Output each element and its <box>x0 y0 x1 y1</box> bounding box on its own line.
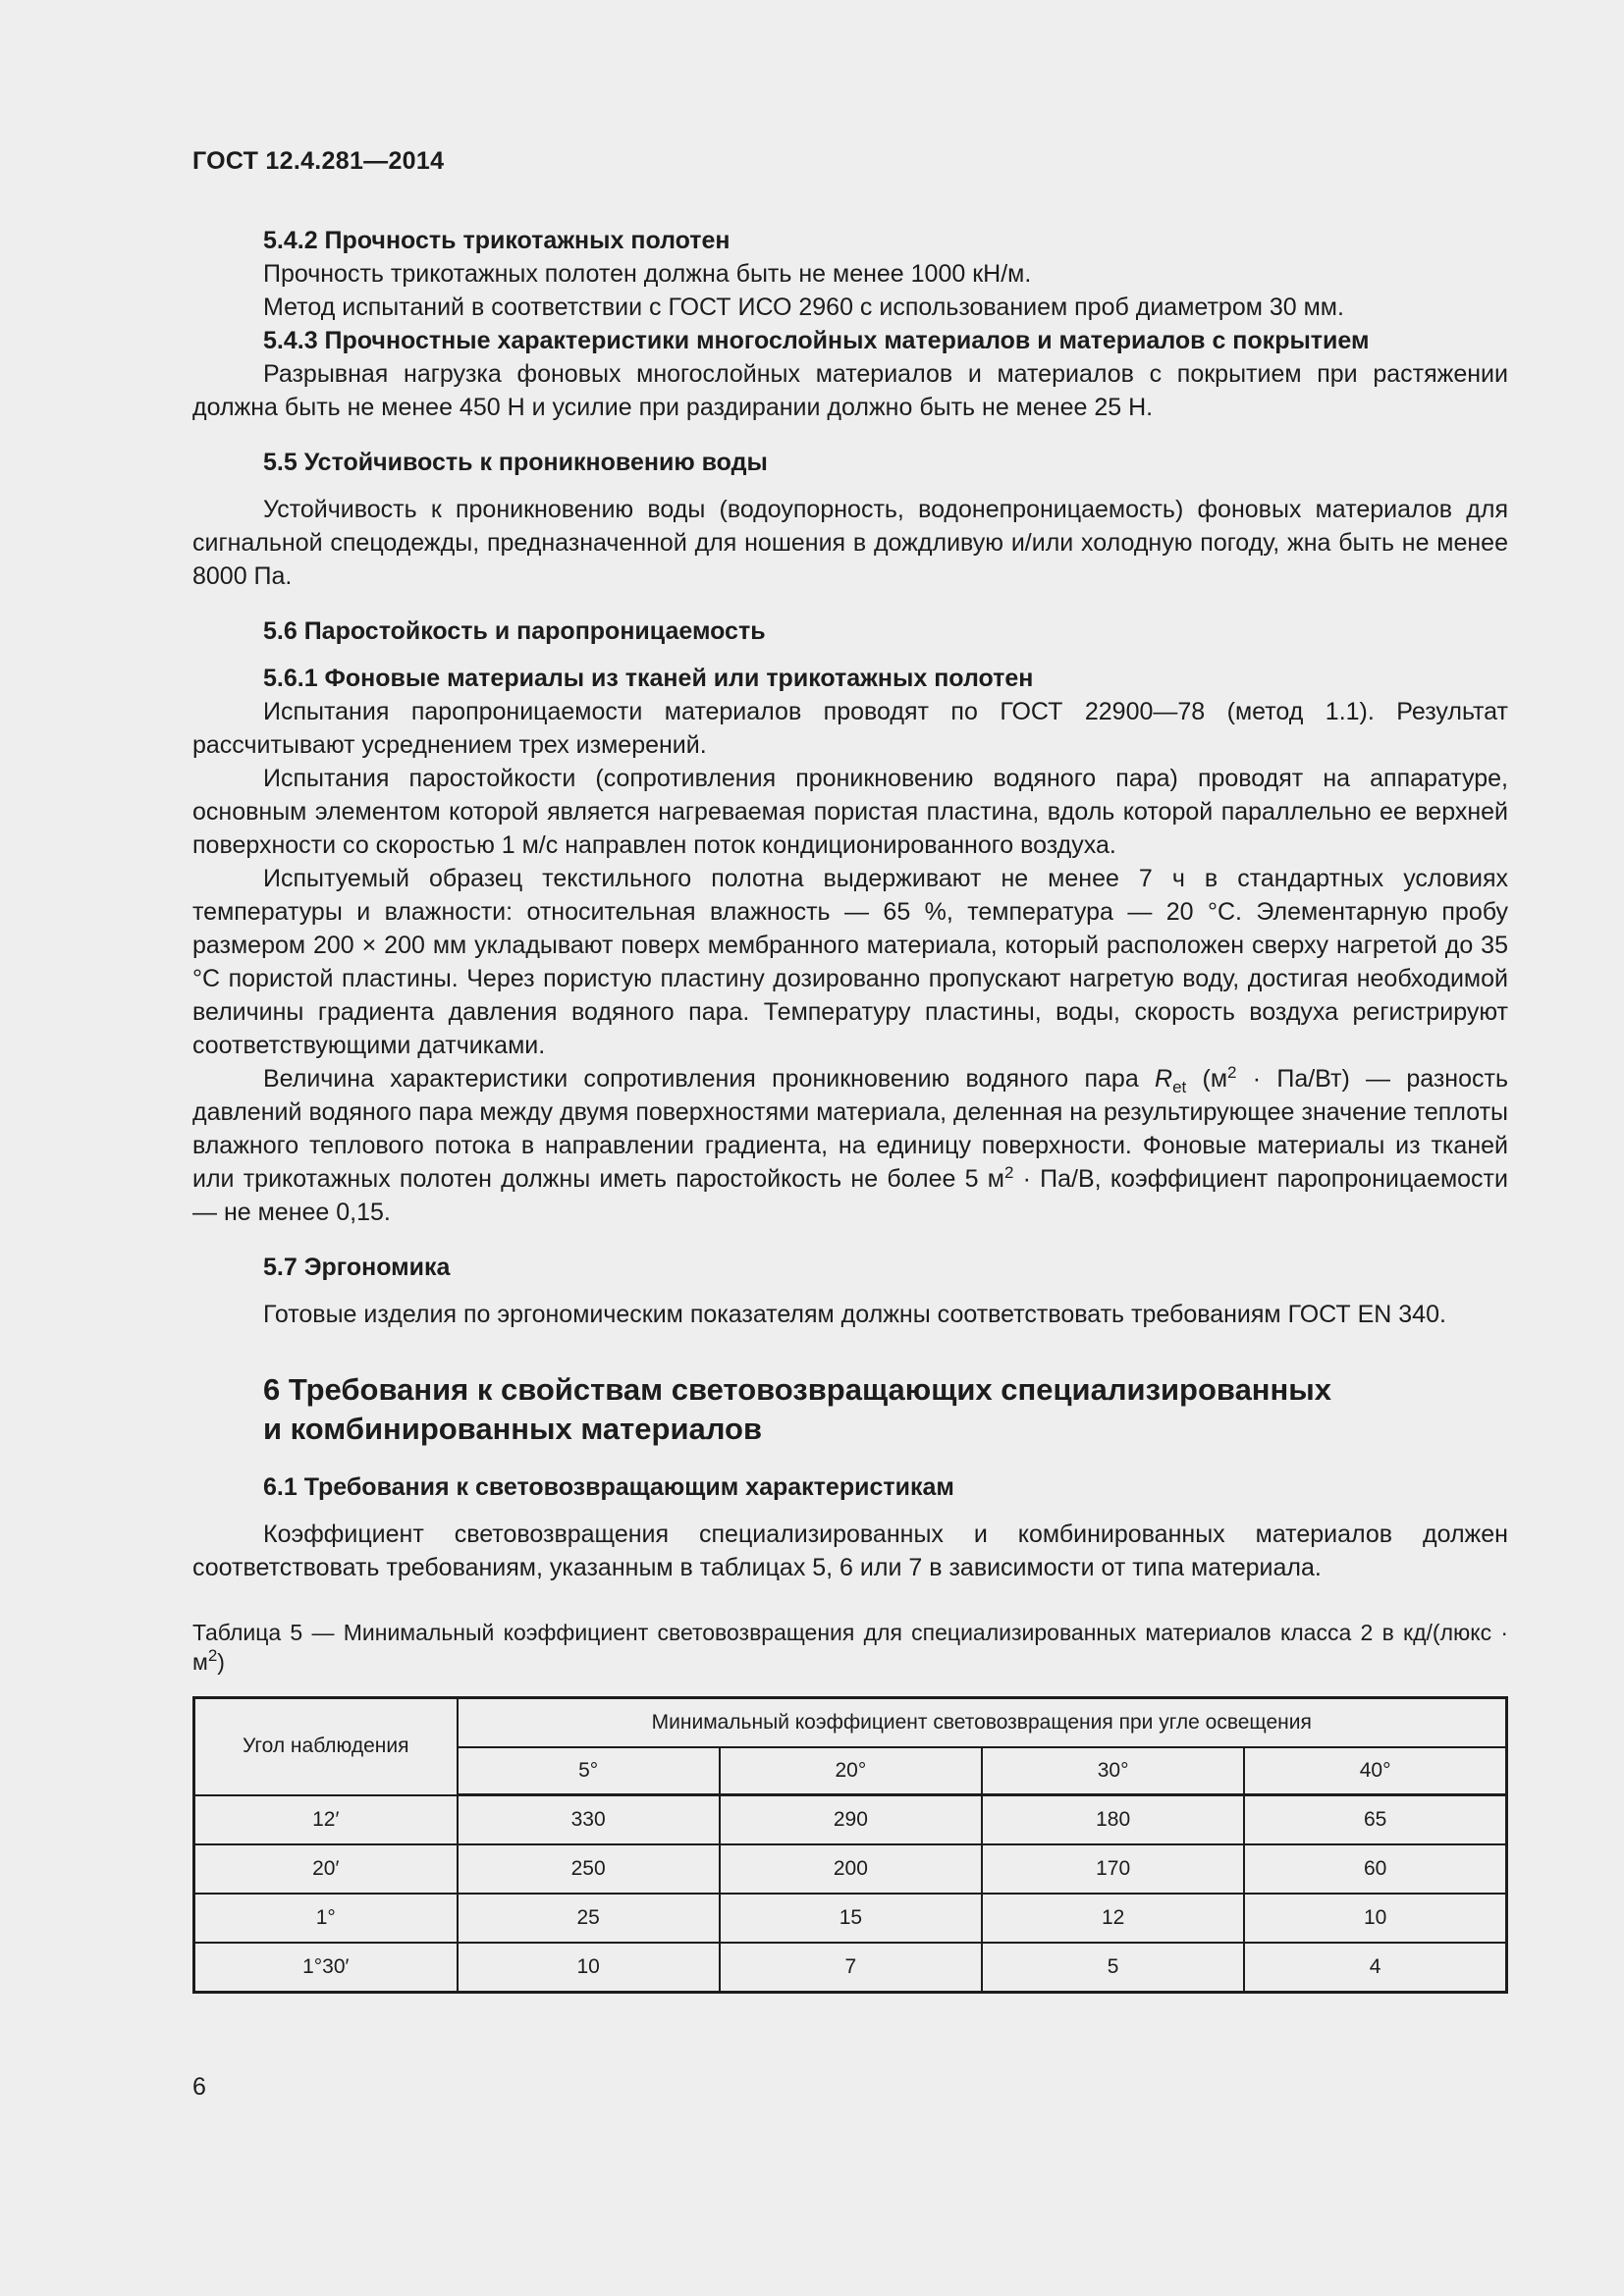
table-header-group: Минимальный коэффициент световозвращения при угле освещения <box>458 1698 1507 1748</box>
section-5-5-paragraph-1: Устойчивость к проникновению воды (водоупорность, водонепроницаемость) фоновых материалов для сигнальной спецодежды, предназначенной для ношения в дождливую и/или холодную погоду, жна быть не менее 8000 Па. <box>192 496 1508 590</box>
section-6-1-paragraph-1: Коэффициент световозвращения специализированных и комбинированных материалов должен соответствовать требованиям, указанным в таблицах 5, 6 или 7 в зависимости от типа материала. <box>192 1521 1508 1581</box>
section-5-6-1-paragraph-4: Величина характеристики сопротивления проникновению водяного пара $R_{et}$ $(м^2 \cdot Па/Вт)$ — разность давлений водяного пара между двумя поверхностями материала, деленная на результирующее значение теплоты влажного теплового потока в направлении градиента, на единицу поверхности. Фоновые материалы из тканей или трикотажных полотен должны иметь паростойкость не более 5 $м^2 \cdot Па/В$, коэффициент паропроницаемости — не менее 0,15. <box>192 1063 1508 1226</box>
section-5-7-paragraph-1: Готовые изделия по эргономическим показателям должны соответствовать требованиям ГОСТ EN 340. <box>263 1301 1446 1328</box>
table-cell: 1°30′ <box>194 1943 458 1993</box>
table-cell: 330 <box>458 1795 720 1845</box>
section-5-4-3-heading: 5.4.3 Прочностные характеристики многослойных материалов и материалов с покрытием <box>263 327 1370 354</box>
table-cell: 20′ <box>194 1844 458 1894</box>
table-cell: 60 <box>1244 1844 1506 1894</box>
table-cell: 250 <box>458 1844 720 1894</box>
section-5-4-2-heading: 5.4.2 Прочность трикотажных полотен <box>263 227 731 254</box>
section-5-4-2-paragraph-2: Метод испытаний в соответствии с ГОСТ ИСО 2960 с использованием проб диаметром 30 мм. <box>263 294 1344 321</box>
table-5-caption: Таблица 5 — Минимальный коэффициент световозвращения для специализированных материалов класса 2 в кд/(люкс · $м^2$) <box>192 1620 1508 1675</box>
symbol-r: R <box>1155 1065 1173 1093</box>
section-5-6-1-paragraph-3: Испытуемый образец текстильного полотна выдерживают не менее 7 ч в стандартных условиях температуры и влажности: относительная влажность — 65 %, температура — 20 °С. Элементарную пробу размером 200 × 200 мм укладывают поверх мембранного материала, который расположен сверху нагретой до 35 °С пористой пластины. Через пористую пластину дозированно пропускают нагретую воду, достигая необходимой величины градиента давления водяного пара. Температуру пластины, воды, скорость воздуха регистрируют соответствующими датчиками. <box>192 865 1508 1059</box>
section-5-6-1-paragraph-2: Испытания паростойкости (сопротивления проникновению водяного пара) проводят на аппаратуре, основным элементом которой является нагреваемая пористая пластина, вдоль которой параллельно ее верхней поверхности со скоростью 1 м/с направлен поток кондиционированного воздуха. <box>192 765 1508 859</box>
table-cell: 7 <box>720 1943 982 1993</box>
table-subheader: 40° <box>1244 1747 1506 1795</box>
section-6-heading: 6 Требования к свойствам световозвращающих специализированных и комбинированных материалов <box>263 1372 1331 1446</box>
table-cell: 5 <box>982 1943 1244 1993</box>
section-6-1-heading: 6.1 Требования к световозвращающим характеристикам <box>263 1473 954 1501</box>
section-5-6-1-paragraph-1: Испытания паропроницаемости материалов проводят по ГОСТ 22900—78 (метод 1.1). Результат рассчитывают усреднением трех измерений. <box>192 698 1508 759</box>
section-5-6-heading: 5.6 Паростойкость и паропроницаемость <box>263 617 766 645</box>
table-5 <box>192 1696 1508 1994</box>
table-row <box>194 1795 1507 1845</box>
section-5-6-1-heading: 5.6.1 Фоновые материалы из тканей или трикотажных полотен <box>263 665 1034 692</box>
section-5-4-2-paragraph-1: Прочность трикотажных полотен должна быть не менее 1000 кН/м. <box>263 260 1032 288</box>
page-content <box>192 224 1508 1994</box>
section-5-5-heading: 5.5 Устойчивость к проникновению воды <box>263 449 768 476</box>
table-row <box>194 1943 1507 1993</box>
table-cell: 1° <box>194 1894 458 1943</box>
table-cell: 10 <box>458 1943 720 1993</box>
document-code: ГОСТ 12.4.281—2014 <box>192 147 445 175</box>
table-cell: 180 <box>982 1795 1244 1845</box>
table-subheader: 20° <box>720 1747 982 1795</box>
table-cell: 290 <box>720 1795 982 1845</box>
table-cell: 12 <box>982 1894 1244 1943</box>
table-cell: 65 <box>1244 1795 1506 1845</box>
table-cell: 15 <box>720 1894 982 1943</box>
table-cell: 200 <box>720 1844 982 1894</box>
section-5-4-3-paragraph-1: Разрывная нагрузка фоновых многослойных материалов и материалов с покрытием при растяжении должна быть не менее 450 Н и усилие при раздирании должно быть не менее 25 Н. <box>192 360 1508 421</box>
table-row <box>194 1844 1507 1894</box>
table-cell: 25 <box>458 1894 720 1943</box>
table-cell: 170 <box>982 1844 1244 1894</box>
table-cell: 12′ <box>194 1795 458 1845</box>
table-row <box>194 1894 1507 1943</box>
page-number: 6 <box>192 2073 206 2101</box>
table-subheader: 30° <box>982 1747 1244 1795</box>
table-header-angle: Угол наблюдения <box>194 1698 458 1795</box>
table-subheader: 5° <box>458 1747 720 1795</box>
table-cell: 4 <box>1244 1943 1506 1993</box>
section-5-7-heading: 5.7 Эргономика <box>263 1254 451 1281</box>
table-cell: 10 <box>1244 1894 1506 1943</box>
